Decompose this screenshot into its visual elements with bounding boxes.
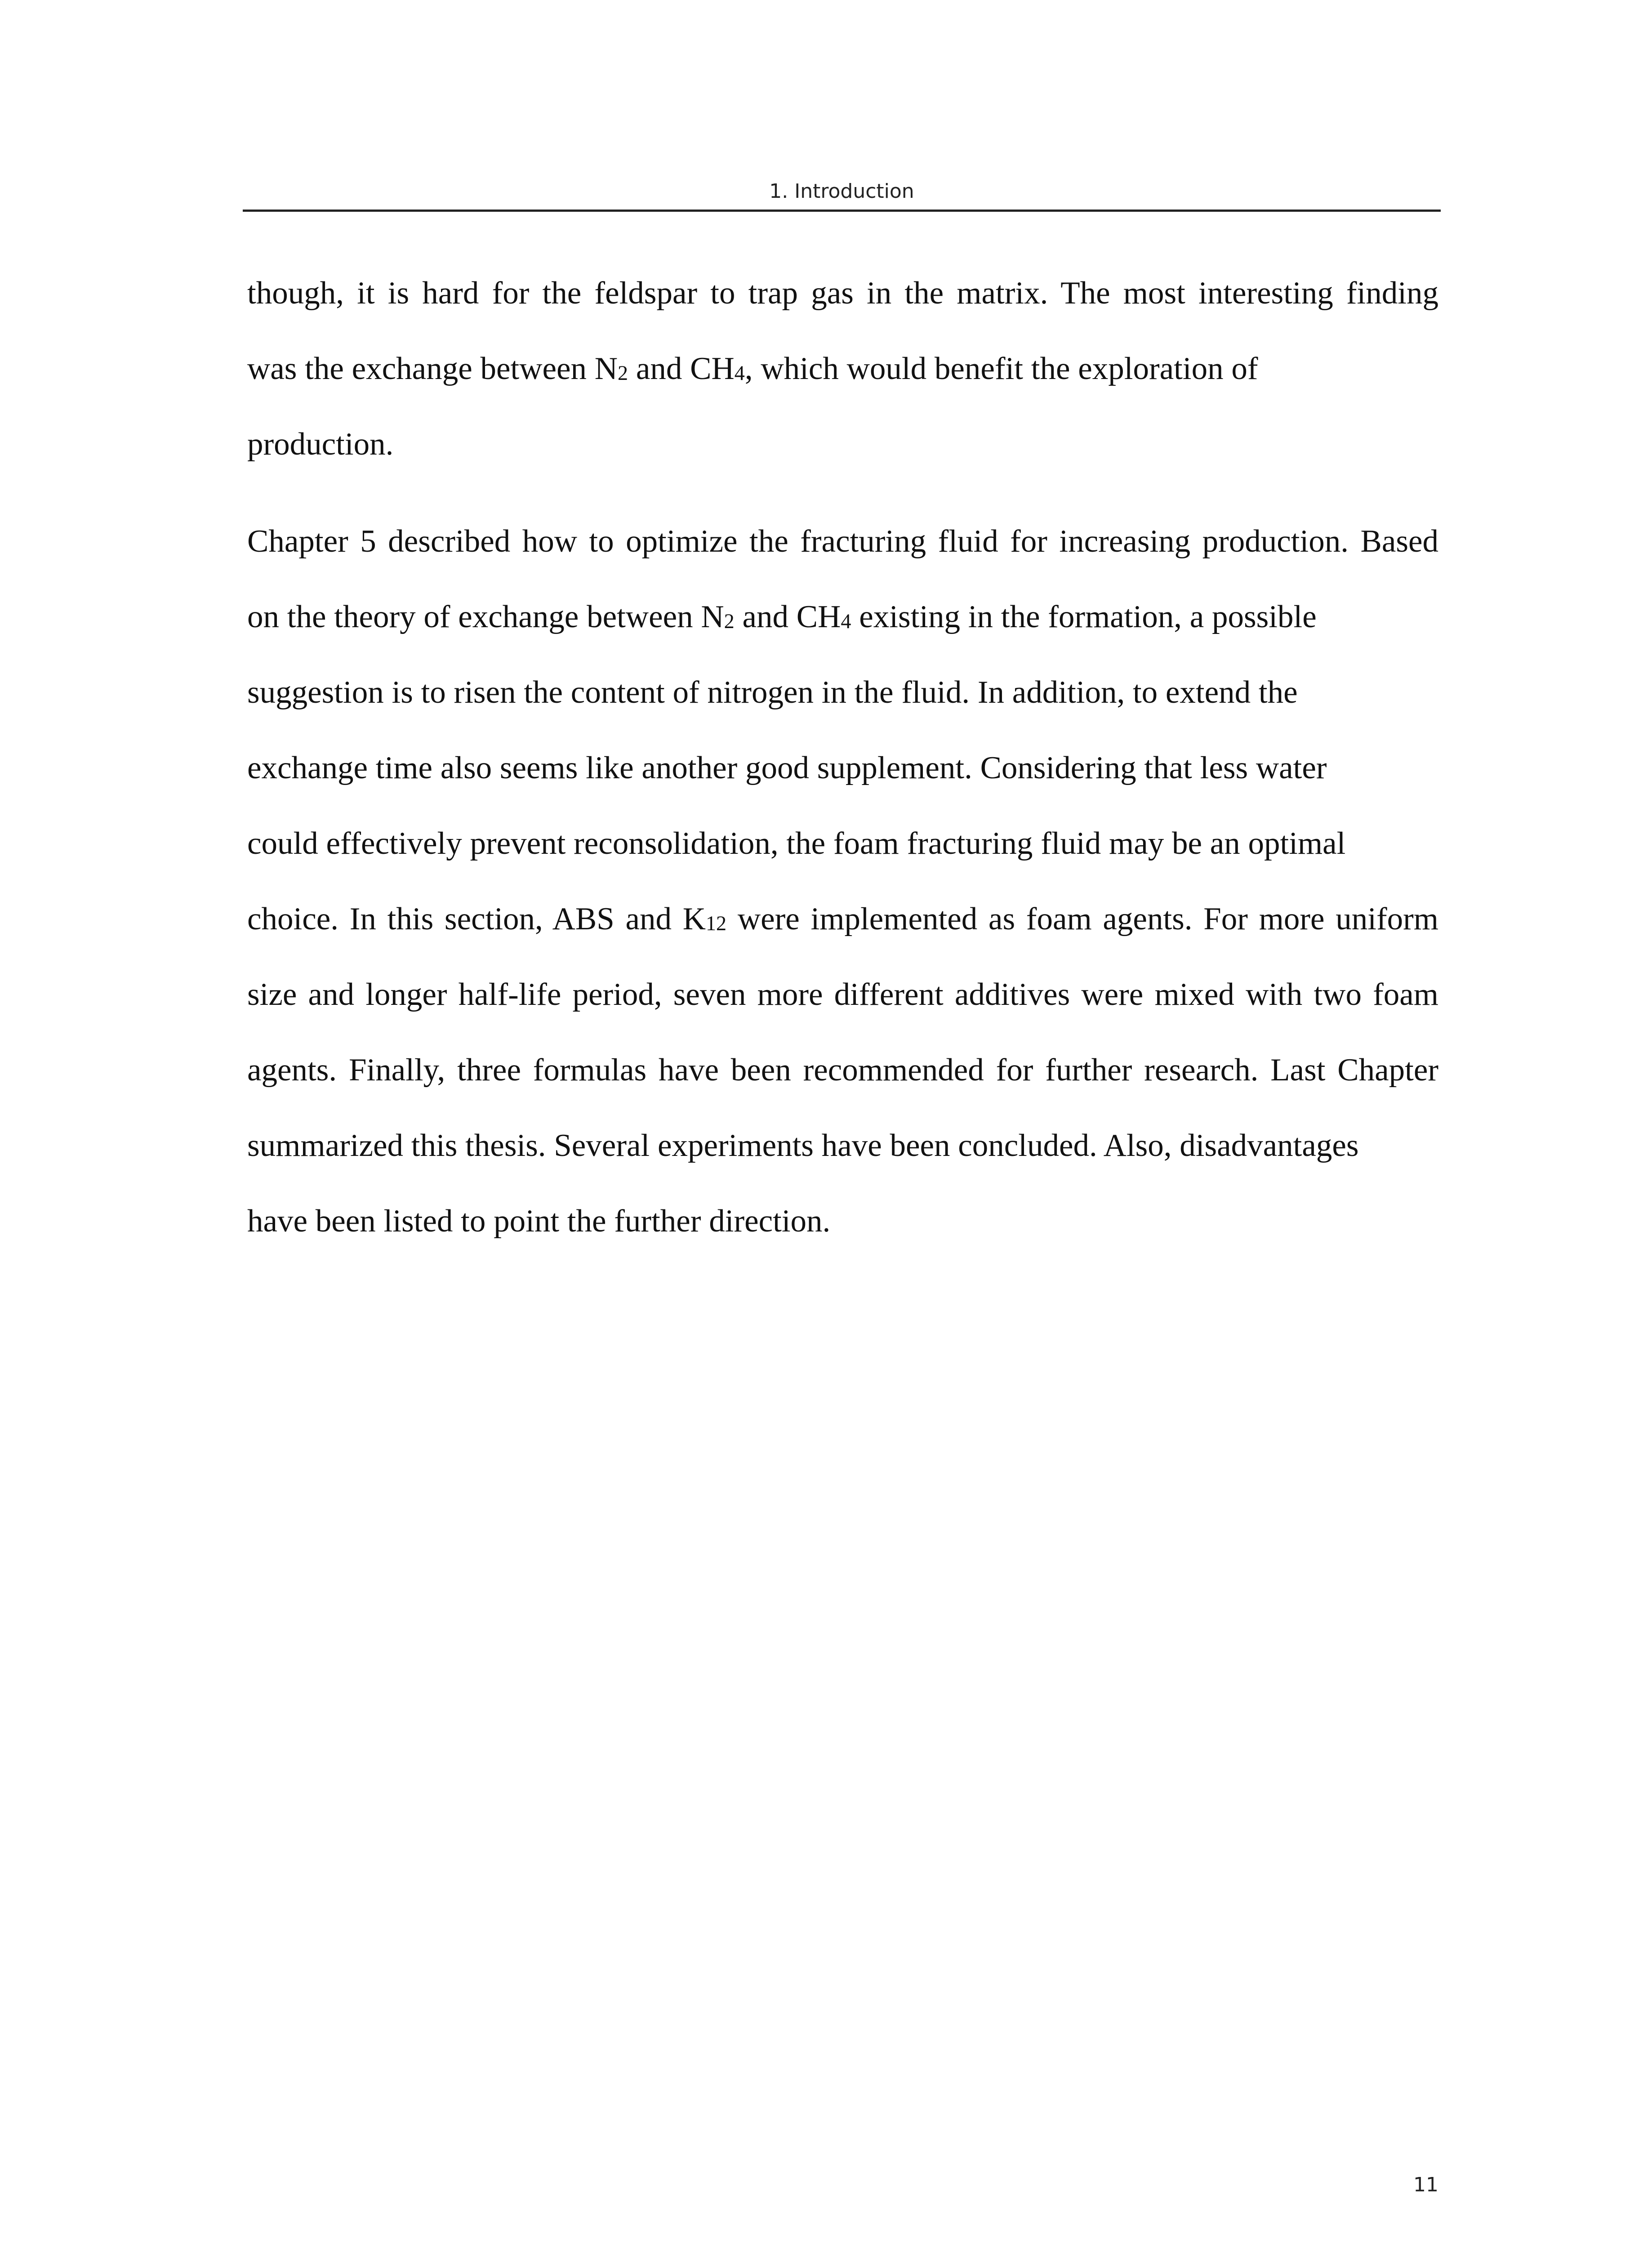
text-run: were implemented as foam agents. For more uniform xyxy=(726,901,1438,937)
running-header xyxy=(243,178,1441,212)
paragraph-line xyxy=(247,579,1438,655)
paragraph-2 xyxy=(247,504,1438,1259)
text-run: could effectively prevent reconsolidation, the foam fracturing fluid may be an optimal xyxy=(247,826,1346,861)
subscript: 2 xyxy=(724,610,735,633)
paragraph-line xyxy=(247,504,1438,579)
paragraph-line xyxy=(247,957,1438,1032)
text-run: suggestion is to risen the content of nitrogen in the fluid. In addition, to extend the xyxy=(247,675,1298,710)
paragraph-line xyxy=(247,730,1438,806)
paragraph-1 xyxy=(247,255,1438,482)
text-run: Chapter 5 described how to optimize the fracturing fluid for increasing production. Based xyxy=(247,524,1438,559)
text-run: and CH xyxy=(734,599,841,634)
subscript: 12 xyxy=(705,912,727,935)
text-run: choice. In this section, ABS and K xyxy=(247,901,706,937)
text-run: agents. Finally, three formulas have been recommended for further research. Last Chapter xyxy=(247,1053,1438,1088)
paragraph-line xyxy=(247,806,1438,881)
text-run: size and longer half-life period, seven more different additives were mixed with two foam xyxy=(247,977,1438,1012)
paragraph-line xyxy=(247,331,1438,406)
text-run: though, it is hard for the feldspar to trap gas in the matrix. The most interesting finding xyxy=(247,276,1438,311)
subscript: 2 xyxy=(618,361,628,385)
text-run: was the exchange between N xyxy=(247,351,618,386)
text-run: on the theory of exchange between N xyxy=(247,599,724,634)
paragraph-line xyxy=(247,655,1438,730)
text-run: and CH xyxy=(628,351,735,386)
paragraph-line xyxy=(247,1183,1438,1259)
page-number: 11 xyxy=(1413,2173,1438,2196)
paragraph-line xyxy=(247,881,1438,957)
text-run: summarized this thesis. Several experiments have been concluded. Also, disadvantages xyxy=(247,1128,1359,1163)
text-run: , which would benefit the exploration of xyxy=(744,351,1258,386)
paragraph-line xyxy=(247,255,1438,331)
text-run: production. xyxy=(247,427,394,462)
paragraph-line xyxy=(247,406,1438,482)
running-header-title: 1. Introduction xyxy=(769,180,914,203)
paragraph-line xyxy=(247,1032,1438,1108)
paragraph-line xyxy=(247,1108,1438,1183)
text-run: exchange time also seems like another good supplement. Considering that less water xyxy=(247,750,1327,785)
subscript: 4 xyxy=(841,610,851,633)
subscript: 4 xyxy=(734,361,745,385)
text-run: existing in the formation, a possible xyxy=(851,599,1317,634)
text-run: have been listed to point the further direction. xyxy=(247,1204,831,1239)
